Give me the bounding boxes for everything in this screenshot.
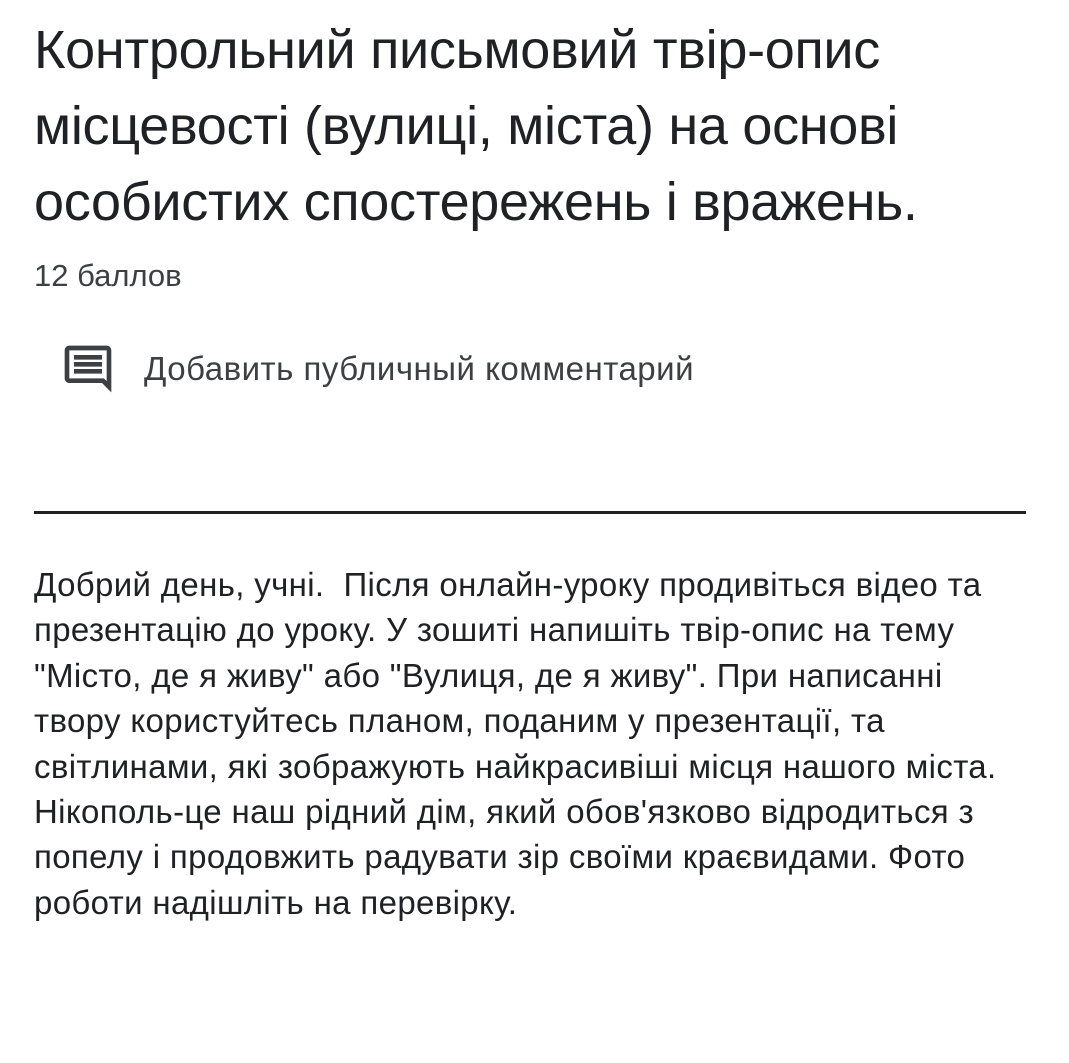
assignment-instructions: Добрий день, учні. Після онлайн-уроку продивіться відео та презентацію до уроку. У зошиті напишіть твір-опис на тему "Місто, де я живу" або "Вулиця, де я живу". При написанні твору користуйтесь планом, поданим у презентації, та світлинами, які зображують найкрасивіші місця нашого міста. Нікополь-це наш рідний дім, який обов'язково відродиться з попелу і продовжить радувати зір своїми краєвидами. Фото роботи надішліть на перевірку. xyxy=(34,566,1007,921)
divider xyxy=(34,511,1026,514)
assignment-title: Контрольний письмовий твір-опис місцевості (вулиці, міста) на основі особистих спостережень і вражень. xyxy=(34,20,918,232)
add-public-comment-label: Добавить публичный комментарий xyxy=(144,350,695,387)
assignment-points: 12 баллов xyxy=(34,258,182,293)
assignment-page xyxy=(34,0,1026,921)
add-public-comment-button[interactable] xyxy=(34,340,1026,398)
comment-icon xyxy=(60,341,116,397)
